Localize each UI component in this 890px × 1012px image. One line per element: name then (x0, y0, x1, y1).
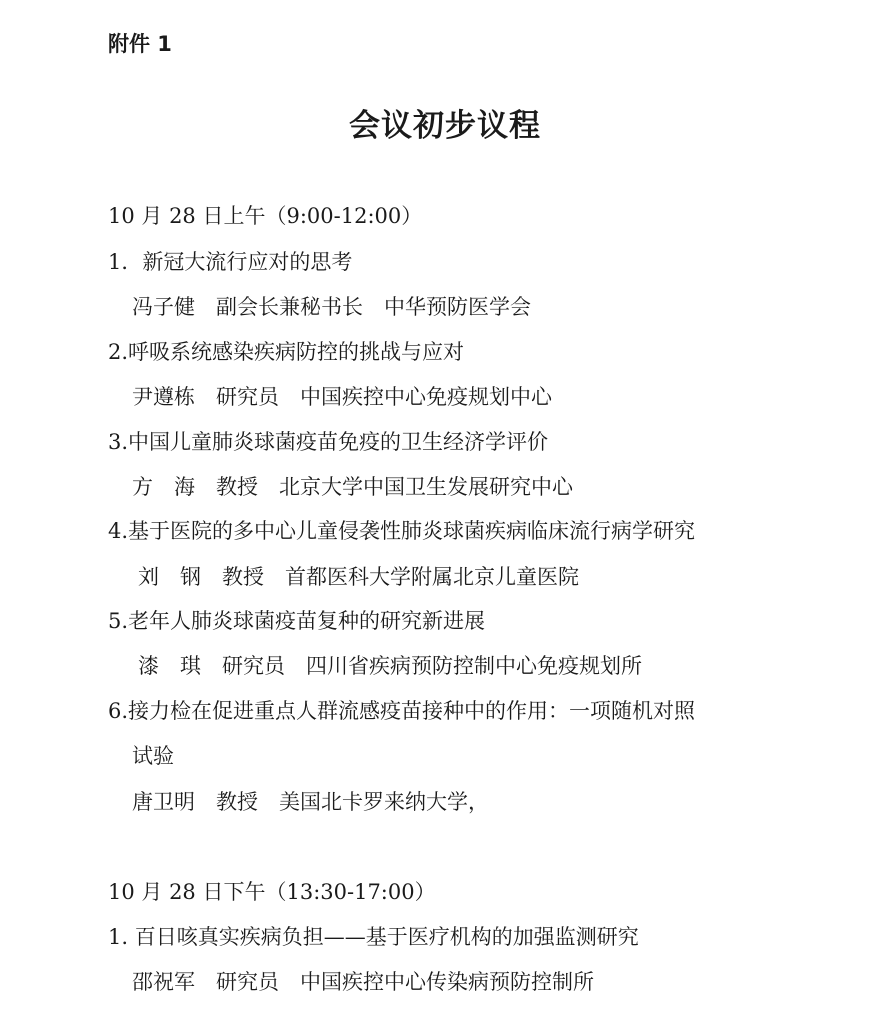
agenda-item-topic: 3.中国儿童肺炎球菌疫苗免疫的卫生经济学评价 (108, 430, 549, 454)
session-heading-morning: 10 月 28 日上午（9:00-12:00） (108, 204, 423, 228)
agenda-item-speaker: 冯子健 副会长兼秘书长 中华预防医学会 (132, 295, 531, 319)
agenda-item-topic: 2.呼吸系统感染疾病防控的挑战与应对 (108, 340, 465, 364)
page-title: 会议初步议程 (349, 108, 541, 144)
agenda-item-topic: 6.接力检在促进重点人群流感疫苗接种中的作用：一项随机对照 (108, 699, 696, 723)
agenda-item-topic: 5.老年人肺炎球菌疫苗复种的研究新进展 (108, 609, 486, 633)
agenda-item-topic: 1．新冠大流行应对的思考 (108, 250, 353, 274)
agenda-item-topic: 1. 百日咳真实疾病负担——基于医疗机构的加强监测研究 (108, 925, 639, 949)
agenda-item-speaker: 尹遵栋 研究员 中国疾控中心免疫规划中心 (132, 385, 552, 409)
agenda-item-speaker: 邵祝军 研究员 中国疾控中心传染病预防控制所 (132, 970, 594, 994)
agenda-item-speaker: 唐卫明 教授 美国北卡罗来纳大学， (132, 790, 489, 814)
agenda-item-topic: 4.基于医院的多中心儿童侵袭性肺炎球菌疾病临床流行病学研究 (108, 519, 696, 543)
agenda-item-speaker: 方 海 教授 北京大学中国卫生发展研究中心 (132, 475, 573, 499)
agenda-item-speaker: 漆 琪 研究员 四川省疾病预防控制中心免疫规划所 (138, 654, 642, 678)
agenda-item-topic-continued: 试验 (132, 744, 174, 768)
attachment-label: 附件 1 (108, 32, 172, 56)
agenda-item-speaker: 刘 钢 教授 首都医科大学附属北京儿童医院 (138, 565, 579, 589)
session-heading-afternoon: 10 月 28 日下午（13:30-17:00） (108, 880, 436, 904)
